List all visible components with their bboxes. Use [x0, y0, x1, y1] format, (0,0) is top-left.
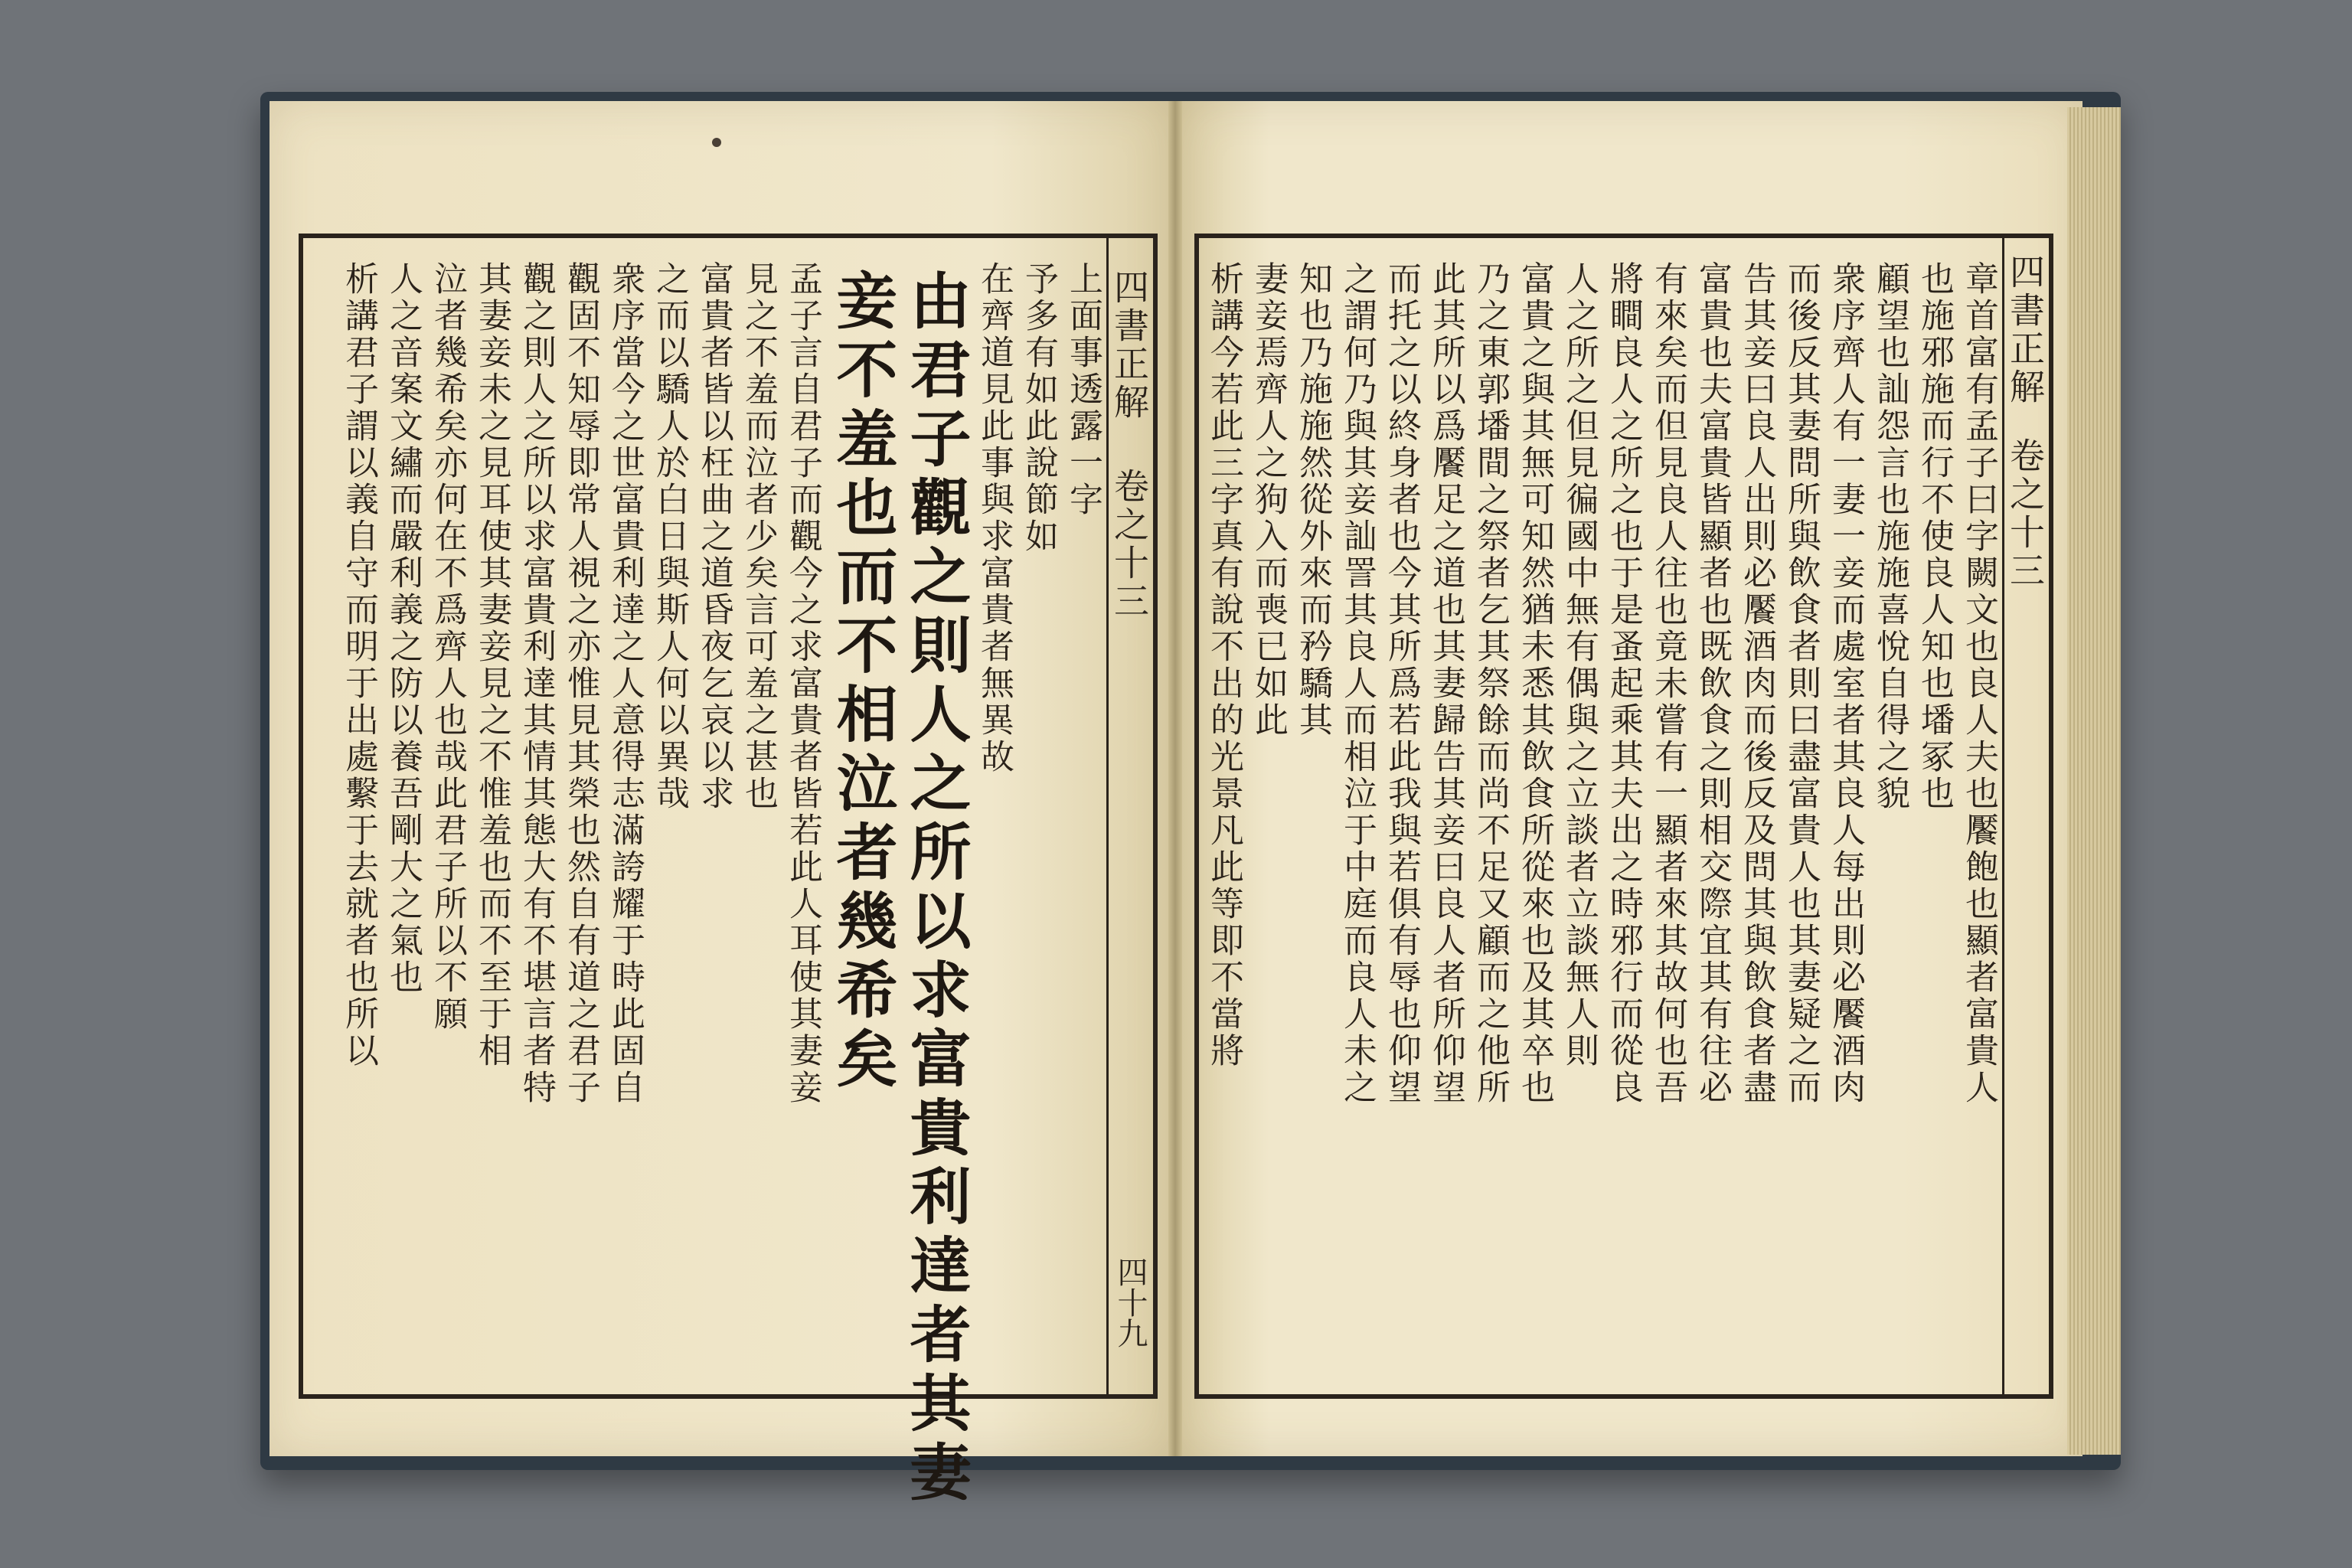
text-column: 將瞷良人之所之也于是蚤起乘其夫出之時邪行而從良: [1604, 261, 1643, 1106]
left-margin-title: 四書正解: [1109, 269, 1150, 422]
left-margin-volume: 卷之十三: [1109, 468, 1150, 621]
text-column: 知也乃施施然從外來而矜驕其: [1293, 261, 1332, 739]
right-page-frame: [1194, 234, 2053, 1399]
text-column: 之而以驕人於白日與斯人何以異哉: [650, 261, 689, 812]
left-page-frame: [299, 234, 1158, 1509]
text-column: 上面事透露一字: [1063, 261, 1102, 518]
text-column: 衆序當今之世富貴利達之人意得志滿誇耀于時此固自: [606, 261, 645, 1106]
text-column: 析講今若此三字真有說不出的光景凡此等即不當將: [1204, 261, 1243, 1070]
text-column: 妾不羞也而不相泣者幾希矣: [826, 269, 898, 1096]
text-column: 見之不羞而泣者少矣言可羞之甚也: [739, 261, 778, 812]
text-column: 泣者幾希矣亦何在不爲齊人也哉此君子所以不願: [428, 261, 467, 1033]
text-column: 析講君子謂以義自守而明于出處繫于去就者也所以: [339, 261, 378, 1070]
text-column: 告其妾曰良人出則必饜酒肉而後反及問其與飲食者盡: [1737, 261, 1776, 1106]
text-column: 人之所之但見徧國中無有偶與之立談者立談無人則: [1560, 261, 1599, 1070]
text-column: 孟子言自君子而觀今之求富貴者皆若此人耳使其妻妾: [783, 261, 822, 1106]
text-column: 在齊道見此事與求富貴者無異故: [975, 261, 1014, 776]
text-column: 富貴也夫富貴皆顯者也既飲食之則相交際宜其有往必: [1693, 261, 1732, 1106]
text-column: 其妻妾未之見耳使其妻妾見之不惟羞也而不至于相: [472, 261, 511, 1070]
text-column: 予多有如此說節如: [1019, 261, 1058, 555]
text-column: 有來矣而但見良人往也竟未嘗有一顯者來其故何也吾: [1648, 261, 1687, 1106]
text-column: 觀固不知辱即常人視之亦惟見其榮也然自有道之君子: [561, 261, 600, 1106]
text-column: 章首富有孟子曰字闕文也良人夫也饜飽也顯者富貴人: [1959, 261, 1998, 1106]
margin-rule: [2002, 238, 2004, 1394]
text-column: 之謂何乃與其妾訕詈其良人而相泣于中庭而良人未之: [1338, 261, 1377, 1106]
text-column: 妻妾焉齊人之狗入而喪已如此: [1249, 261, 1288, 739]
text-column: 人之音案文繡而嚴利義之防以養吾剛大之氣也: [384, 261, 423, 996]
text-column: 衆序齊人有一妻一妾而處室者其良人每出則必饜酒肉: [1826, 261, 1865, 1106]
left-folio: 四十九: [1112, 1256, 1148, 1348]
text-column: 此其所以爲饜足之道也其妻歸告其妾曰良人者所仰望: [1426, 261, 1465, 1106]
text-column: 富貴之與其無可知然猶未悉其飲食所從來也及其卒也: [1515, 261, 1554, 1106]
text-column: 顧望也訕怨言也施施喜悅自得之貌: [1870, 261, 1909, 812]
text-column: 而托之以終身者也今其所爲若此我與若俱有辱也仰望: [1382, 261, 1421, 1106]
text-column: 也施邪施而行不使良人知也墦冢也: [1915, 261, 1954, 812]
book-gutter: [1168, 101, 1182, 1456]
text-column: 觀之則人之所以求富貴利達其情其態大有不堪言者特: [517, 261, 556, 1106]
right-margin-volume: 卷之十三: [2004, 437, 2046, 590]
text-column: 富貴者皆以枉曲之道昏夜乞哀以求: [694, 261, 733, 812]
page-edges: [2067, 107, 2121, 1455]
right-margin-title: 四書正解: [2004, 253, 2046, 407]
text-column: 乃之東郭墦間之祭者乞其祭餘而尚不足又顧而之他所: [1471, 261, 1510, 1106]
text-column: 由君子觀之則人之所以求富貴利達者其妻: [900, 269, 972, 1509]
text-column: 而後反其妻問所與飲食者則曰盡富貴人也其妻疑之而: [1782, 261, 1821, 1106]
ink-spot: [712, 138, 721, 147]
